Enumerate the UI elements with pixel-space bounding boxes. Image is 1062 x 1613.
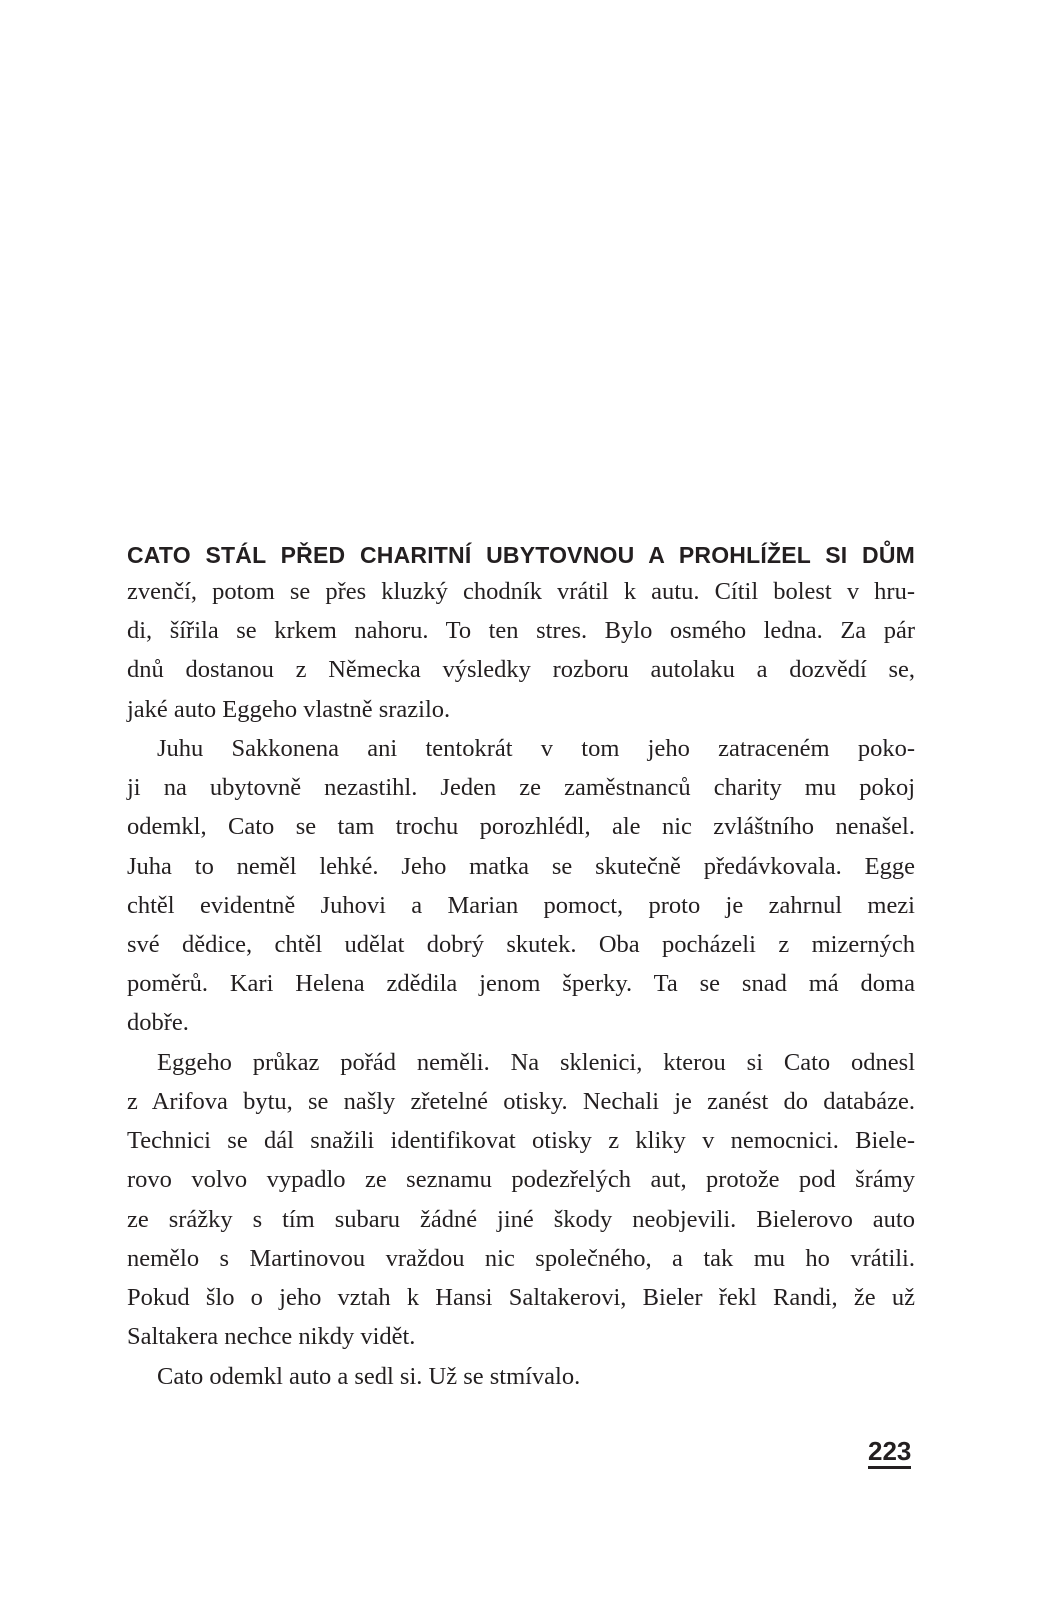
page-number: 223 — [868, 1436, 911, 1469]
text-line: z Arifova bytu, se našly zřetelné otisky. Nechali je zanést do databáze. — [127, 1088, 915, 1115]
text-line: zvenčí, potom se přes kluzký chodník vrátil k autu. Cítil bolest v hru- — [127, 578, 915, 605]
text-line: Saltakera nechce nikdy vidět. — [127, 1323, 416, 1350]
text-line: dobře. — [127, 1009, 189, 1036]
text-line: Cato odemkl auto a sedl si. Už se stmívalo. — [157, 1363, 581, 1390]
text-line: di, šířila se krkem nahoru. To ten stres. Bylo osmého ledna. Za pár — [127, 617, 915, 644]
text-line: odemkl, Cato se tam trochu porozhlédl, ale nic zvláštního nenašel. — [127, 813, 915, 840]
text-line: jaké auto Eggeho vlastně srazilo. — [127, 696, 451, 723]
text-line: své dědice, chtěl udělat dobrý skutek. Oba pocházeli z mizerných — [127, 931, 915, 958]
text-line: Technici se dál snažili identifikovat otisky z kliky v nemocnici. Biele- — [127, 1127, 915, 1154]
text-line: Eggeho průkaz pořád neměli. Na sklenici, kterou si Cato odnesl — [157, 1049, 915, 1076]
chapter-opening-heading: CATO STÁL PŘED CHARITNÍ UBYTOVNOU A PROHLÍŽEL SI DŮM — [127, 542, 915, 568]
text-line: Juhu Sakkonena ani tentokrát v tom jeho zatraceném poko- — [157, 735, 915, 762]
text-line: rovo volvo vypadlo ze seznamu podezřelých aut, protože pod šrámy — [127, 1166, 915, 1193]
text-line: dnů dostanou z Německa výsledky rozboru autolaku a dozvědí se, — [127, 656, 915, 683]
text-line: ji na ubytovně nezastihl. Jeden ze zaměstnanců charity mu pokoj — [127, 774, 915, 801]
text-line: chtěl evidentně Juhovi a Marian pomoct, proto je zahrnul mezi — [127, 892, 915, 919]
text-line: Pokud šlo o jeho vztah k Hansi Saltakerovi, Bieler řekl Randi, že už — [127, 1284, 915, 1311]
text-line: Juha to neměl lehké. Jeho matka se skutečně předávkovala. Egge — [127, 853, 915, 880]
text-line: nemělo s Martinovou vraždou nic společného, a tak mu ho vrátili. — [127, 1245, 915, 1272]
text-line: ze srážky s tím subaru žádné jiné škody neobjevili. Bielerovo auto — [127, 1206, 915, 1233]
text-line: poměrů. Kari Helena zdědila jenom šperky. Ta se snad má doma — [127, 970, 915, 997]
